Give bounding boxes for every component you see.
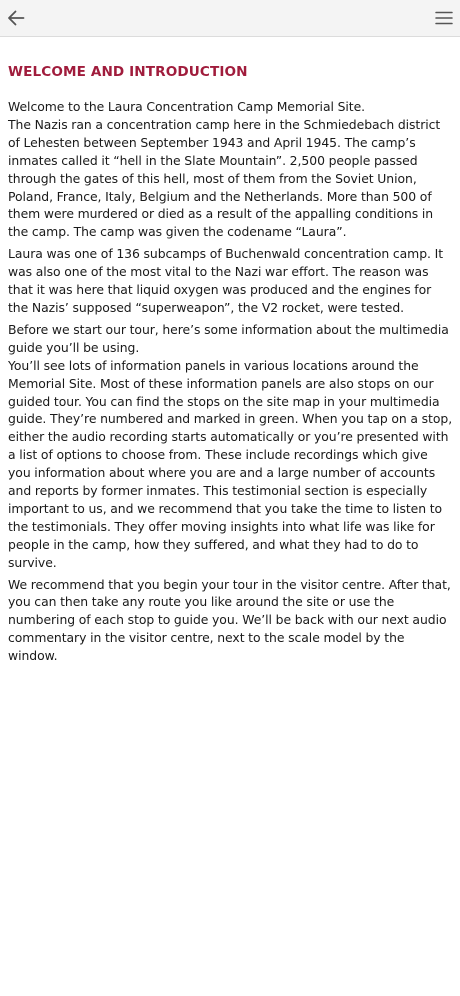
main-content <box>8 62 454 669</box>
menu-button[interactable] <box>431 6 457 30</box>
paragraph-buchenwald-subcamp: Laura was one of 136 subcamps of Buchenwald concentration camp. It was also one of the most vital to the Nazi war effort. The reason was that it was here that liquid oxygen was produced and the engines for the Nazis’ supposed “superweapon”, the V2 rocket, were tested. <box>8 246 444 315</box>
page-title: WELCOME AND INTRODUCTION <box>8 64 248 80</box>
hamburger-menu-icon <box>435 11 453 25</box>
arrow-left-icon <box>7 10 25 26</box>
paragraph-multimedia-guide: Before we start our tour, here’s some information about the multimedia guide you’ll be using. You’ll see lots of information panels in various locations around the Memorial Site. Most of these information panels are also stops on our guided tour. You can find the stops on the site map in your multimedia guide. They’re numbered and marked in green. When you tap on a stop, either the audio recording starts automatically or you’re presented with a list of options to choose from. These include recordings which give you information about where you are and a large number of accounts and reports by former inmates. This testimonial section is especially important to us, and we recommend that you take the time to listen to the testimonials. They offer moving insights into what life was like for people in the camp, how they suffered, and what they had to do to survive. <box>8 321 453 570</box>
top-app-bar <box>0 0 460 37</box>
paragraph-tour-recommendation: We recommend that you begin your tour in the visitor centre. After that, you can then take any route you like around the site or use the numbering of each stop to guide you. We’ll be back with our next audio commentary in the visitor centre, next to the scale model by the window. <box>8 576 451 664</box>
paragraph-introduction: Welcome to the Laura Concentration Camp Memorial Site. The Nazis ran a concentration camp here in the Schmiedebach district of Lehesten between September 1943 and April 1945. The camp’s inmates called it “hell in the Slate Mountain”. 2,500 people passed through the gates of this hell, most of them from the Soviet Union, Poland, France, Italy, Belgium and the Netherlands. More than 500 of them were murdered or died as a result of the appalling conditions in the camp. The camp was given the codename “Laura”. <box>8 99 441 240</box>
back-button[interactable] <box>3 6 29 30</box>
article-body <box>8 98 454 665</box>
